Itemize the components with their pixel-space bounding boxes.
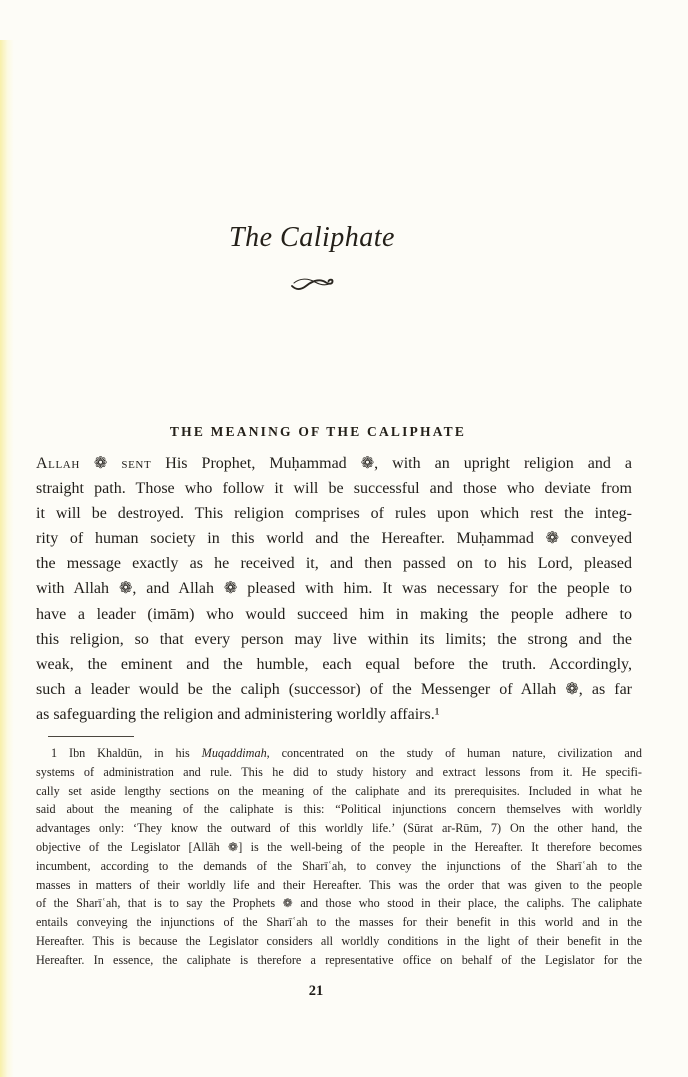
footnote-separator — [48, 736, 134, 737]
footnote-line — [36, 744, 642, 763]
body-line: the message exactly as he received it, and then passed on to his Lord, pleased — [36, 555, 632, 573]
body-line: straight path. Those who follow it will be successful and those who deviate from — [36, 480, 632, 498]
footnote-text: concentrated on the study of human nature, civilization and — [281, 746, 642, 760]
body-line-text: His Prophet, Muḥammad ❁, with an upright religion and a — [165, 455, 633, 472]
footnote-line: said about the meaning of the caliphate is this: “Political injunctions concern themselves with worldly — [36, 802, 642, 817]
footnote-line: advantages only: ‘They know the outward of this worldly life.’ (Sūrat ar-Rūm, 7) On the other hand, the — [36, 821, 642, 836]
page-number: 21 — [308, 983, 324, 999]
footnote-marker: 1 — [51, 746, 58, 760]
scan-edge-shading — [0, 40, 14, 1077]
footnote-line: objective of the Legislator [Allāh ❁] is the well-being of the people in the Hereafter. It therefore becomes — [36, 839, 642, 854]
word-sent: sent — [121, 455, 152, 472]
word-allah: Allah — [36, 455, 80, 472]
chapter-ornament-icon — [14, 276, 610, 297]
footnote-line: incumbent, according to the demands of the Sharīʿah, to convey the injunctions of the Sharīʿah to the — [36, 858, 642, 873]
honorific-allah-icon: ❁ — [93, 455, 108, 472]
footnote-line: cally set aside lengthy sections on the meaning of the caliphate and its prerequisites. Included in what he — [36, 783, 642, 798]
footnote-book-title: Muqaddimah, — [201, 746, 270, 760]
body-line: have a leader (imām) who would succeed him in making the people adhere to — [36, 605, 632, 623]
chapter-title: The Caliphate — [229, 222, 395, 253]
body-line: this religion, so that every person may live within its limits; the strong and the — [36, 630, 632, 648]
body-paragraph — [36, 451, 632, 727]
footnote-line: masses in matters of their worldly life and their Hereafter. This was the order that was given to the people — [36, 877, 642, 892]
footnote-line: systems of administration and rule. This he did to study history and extract lessons from it. He specifi- — [36, 764, 642, 779]
footnote-line: entails conveying the injunctions of the Sharīʿah to the masses for their benefit in this world and in the — [36, 915, 642, 930]
body-line: such a leader would be the caliph (successor) of the Messenger of Allah ❁, as far — [36, 680, 632, 698]
footnote-line: Hereafter. This is because the Legislator considers all worldly conditions in the light of their benefit in the — [36, 933, 642, 948]
footnote-line: Hereafter. In essence, the caliphate is therefore a representative office on behalf of the Legislator for the — [36, 952, 642, 967]
footnote-line: of the Sharīʿah, that is to say the Prophets ❁ and those who stood in their place, the caliphs. The caliphate — [36, 896, 642, 911]
body-line: rity of human society in this world and the Hereafter. Muḥammad ❁ conveyed — [36, 530, 632, 548]
body-line: with Allah ❁, and Allah ❁ pleased with him. It was necessary for the people to — [36, 580, 632, 598]
body-line: weak, the eminent and the humble, each equal before the truth. Accordingly, — [36, 655, 632, 673]
body-line: as safeguarding the religion and administering worldly affairs.¹ — [36, 705, 440, 723]
body-line — [36, 451, 632, 476]
footnote — [36, 744, 642, 970]
body-line: it will be destroyed. This religion comprises of rules upon which rest the integ- — [36, 505, 632, 523]
section-heading: THE MEANING OF THE CALIPHATE — [169, 424, 467, 439]
footnote-text: Ibn Khaldūn, in his — [69, 746, 190, 760]
